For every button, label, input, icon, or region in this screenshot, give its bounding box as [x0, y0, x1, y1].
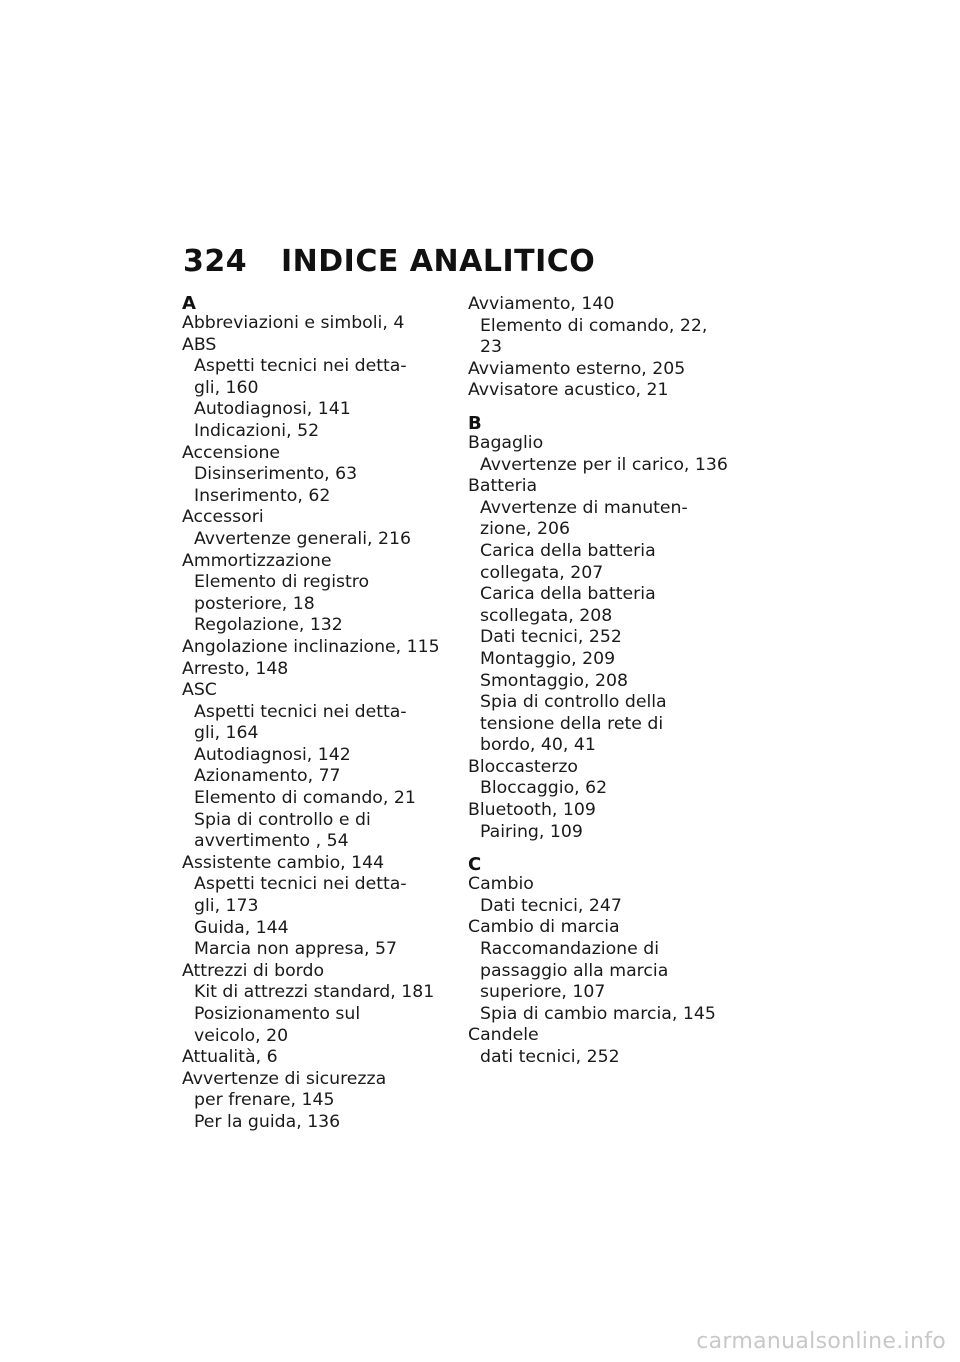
index-entry: Angolazione inclinazione, 115	[182, 636, 440, 657]
index-subentry: Smontaggio, 208	[480, 670, 628, 691]
index-entry: Bluetooth, 109	[468, 800, 596, 821]
index-entry: Cambio	[468, 874, 534, 895]
index-subentry: Avvertenze generali, 216	[194, 528, 412, 549]
section-gap	[468, 402, 730, 414]
index-subentry: Spia di controllo e di	[194, 809, 371, 830]
index-subentry: Spia di cambio marcia, 145	[480, 1003, 716, 1024]
index-subentry: gli, 173	[194, 896, 259, 917]
section-letter: C	[468, 854, 482, 876]
index-entry: Accensione	[182, 442, 281, 463]
index-subentry: Montaggio, 209	[480, 648, 616, 669]
index-column-right	[468, 294, 730, 1069]
index-subentry: Per la guida, 136	[194, 1111, 341, 1132]
page-number: 324	[183, 244, 248, 279]
index-subentry: Indicazioni, 52	[194, 420, 320, 441]
index-subentry: Kit di attrezzi standard, 181	[194, 982, 435, 1003]
index-subentry: gli, 164	[194, 723, 259, 744]
index-subentry: bordo, 40, 41	[480, 735, 596, 756]
index-subentry: Elemento di registro	[194, 572, 370, 593]
index-subentry: gli, 160	[194, 377, 259, 398]
index-subentry: Avvertenze di manuten-	[480, 497, 688, 518]
index-column-left	[182, 294, 444, 1134]
index-entry: Candele	[468, 1025, 539, 1046]
index-subentry: Dati tecnici, 247	[480, 895, 622, 916]
watermark: carmanualsonline.info	[696, 1329, 946, 1354]
index-entry: Bloccasterzo	[468, 756, 578, 777]
section-letter: B	[468, 412, 482, 434]
index-subentry: Posizionamento sul	[194, 1004, 361, 1024]
index-subentry: Aspetti tecnici nei detta-	[194, 874, 407, 895]
index-subentry: avvertimento , 54	[194, 831, 349, 852]
index-subentry: Disinserimento, 63	[194, 464, 358, 485]
index-subentry: Raccomandazione di	[480, 939, 660, 960]
index-subentry: Regolazione, 132	[194, 615, 343, 636]
index-entry: Arresto, 148	[182, 658, 289, 679]
index-entry: ASC	[182, 680, 217, 701]
index-entry: Batteria	[468, 476, 538, 497]
index-subentry: Aspetti tecnici nei detta-	[194, 356, 407, 377]
page-header	[183, 244, 595, 279]
index-entry: Avvisatore acustico, 21	[468, 380, 669, 401]
index-subentry: collegata, 207	[480, 562, 604, 583]
section-letter: A	[182, 293, 196, 314]
index-subentry: Azionamento, 77	[194, 766, 341, 787]
index-entry: Abbreviazioni e simboli, 4	[182, 313, 405, 333]
section-gap	[468, 843, 730, 855]
index-subentry: per frenare, 145	[194, 1090, 335, 1111]
index-entry: Avvertenze di sicurezza	[182, 1068, 387, 1089]
index-entry: Accessori	[182, 507, 264, 528]
index-subentry: Autodiagnosi, 142	[194, 744, 351, 765]
index-subentry: Autodiagnosi, 141	[194, 399, 351, 420]
index-subentry: passaggio alla marcia	[480, 960, 669, 981]
index-subentry: Dati tecnici, 252	[480, 627, 622, 648]
index-subentry: veicolo, 20	[194, 1025, 289, 1046]
index-subentry: Spia di controllo della	[480, 692, 667, 713]
index-entry: Attualità, 6	[182, 1047, 278, 1068]
index-entry: Attrezzi di bordo	[182, 960, 325, 981]
index-subentry: superiore, 107	[480, 982, 606, 1003]
index-subentry: posteriore, 18	[194, 593, 315, 614]
index-entry: Ammortizzazione	[182, 550, 332, 571]
index-subentry: dati tecnici, 252	[480, 1047, 620, 1067]
index-entry: Assistente cambio, 144	[182, 852, 385, 873]
index-subentry: Carica della batteria	[480, 540, 656, 561]
index-entry: Cambio di marcia	[468, 917, 620, 938]
index-subentry: Bloccaggio, 62	[480, 778, 608, 799]
index-subentry: tensione della rete di	[480, 713, 664, 734]
index-entry: Avviamento, 140	[468, 294, 615, 314]
index-subentry: Elemento di comando, 22, 23	[480, 315, 708, 358]
index-subentry: scollegata, 208	[480, 605, 613, 626]
index-subentry: Marcia non appresa, 57	[194, 939, 398, 960]
index-subentry: Avvertenze per il carico, 136	[480, 454, 728, 475]
page-title: INDICE ANALITICO	[281, 244, 596, 279]
index-subentry: Elemento di comando, 21	[194, 788, 416, 809]
index-subentry: Carica della batteria	[480, 584, 656, 605]
index-subentry: Guida, 144	[194, 917, 289, 938]
index-entry: Bagaglio	[468, 432, 544, 453]
index-subentry: zione, 206	[480, 519, 571, 540]
index-subentry: Inserimento, 62	[194, 485, 331, 506]
index-entry: Avviamento esterno, 205	[468, 358, 686, 379]
index-subentry: Pairing, 109	[480, 821, 583, 842]
index-entry: ABS	[182, 334, 217, 355]
index-subentry: Aspetti tecnici nei detta-	[194, 701, 407, 722]
